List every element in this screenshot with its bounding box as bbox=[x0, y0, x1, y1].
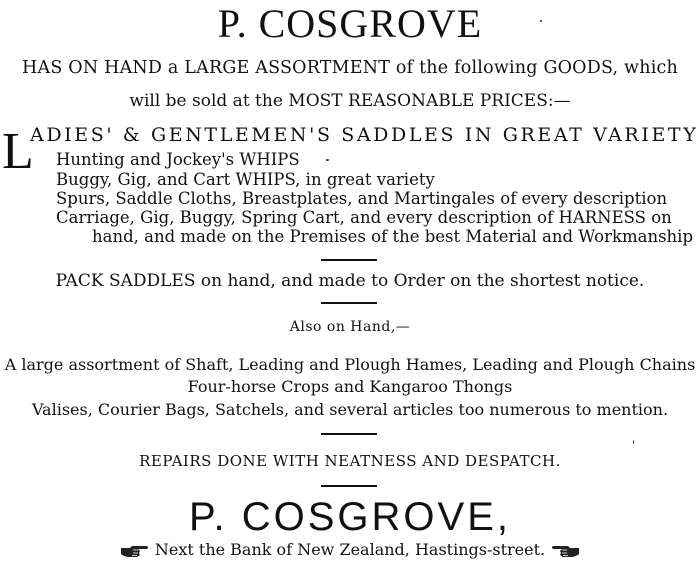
intro-line-2: will be sold at the MOST REASONABLE PRICES:— bbox=[129, 91, 571, 111]
repairs-line: REPAIRS DONE WITH NEATNESS AND DESPATCH. bbox=[139, 452, 561, 470]
print-speck bbox=[326, 159, 329, 161]
saddlery-item: Carriage, Gig, Buggy, Spring Cart, and every description of HARNESS on bbox=[56, 208, 672, 227]
saddlery-item: Hunting and Jockey's WHIPS bbox=[56, 150, 300, 169]
pointing-hand-icon bbox=[120, 543, 150, 559]
advertiser-title: P. COSGROVE bbox=[217, 1, 483, 46]
advertiser-name: P. COSGROVE, bbox=[188, 495, 511, 539]
intro-line-1: HAS ON HAND a LARGE ASSORTMENT of the following GOODS, which bbox=[22, 58, 678, 78]
print-speck bbox=[633, 440, 634, 444]
pack-saddles-line: PACK SADDLES on hand, and made to Order on the shortest notice. bbox=[55, 271, 645, 291]
also-line: Valises, Courier Bags, Satchels, and several articles too numerous to mention. bbox=[31, 400, 669, 419]
drop-cap: L bbox=[2, 123, 34, 180]
pointing-hand-icon bbox=[550, 543, 580, 559]
saddlery-item: Buggy, Gig, and Cart WHIPS, in great variety bbox=[56, 170, 435, 189]
also-line: A large assortment of Shaft, Leading and Plough Hames, Leading and Plough Chains bbox=[4, 355, 696, 374]
section-rule bbox=[321, 259, 377, 261]
section-rule bbox=[321, 485, 377, 487]
address-text: Next the Bank of New Zealand, Hastings-street. bbox=[154, 540, 546, 559]
also-line: Four-horse Crops and Kangaroo Thongs bbox=[187, 377, 513, 396]
saddles-heading: ADIES' & GENTLEMEN'S SADDLES IN GREAT VARIETY bbox=[30, 124, 699, 146]
also-on-hand-heading: Also on Hand,— bbox=[289, 319, 411, 335]
saddlery-item: hand, and made on the Premises of the best Material and Workmanship bbox=[92, 227, 694, 246]
section-rule bbox=[321, 433, 377, 435]
section-rule bbox=[321, 302, 377, 304]
address-line bbox=[0, 540, 700, 559]
print-speck bbox=[540, 20, 542, 22]
saddlery-item: Spurs, Saddle Cloths, Breastplates, and Martingales of every description bbox=[56, 189, 668, 208]
